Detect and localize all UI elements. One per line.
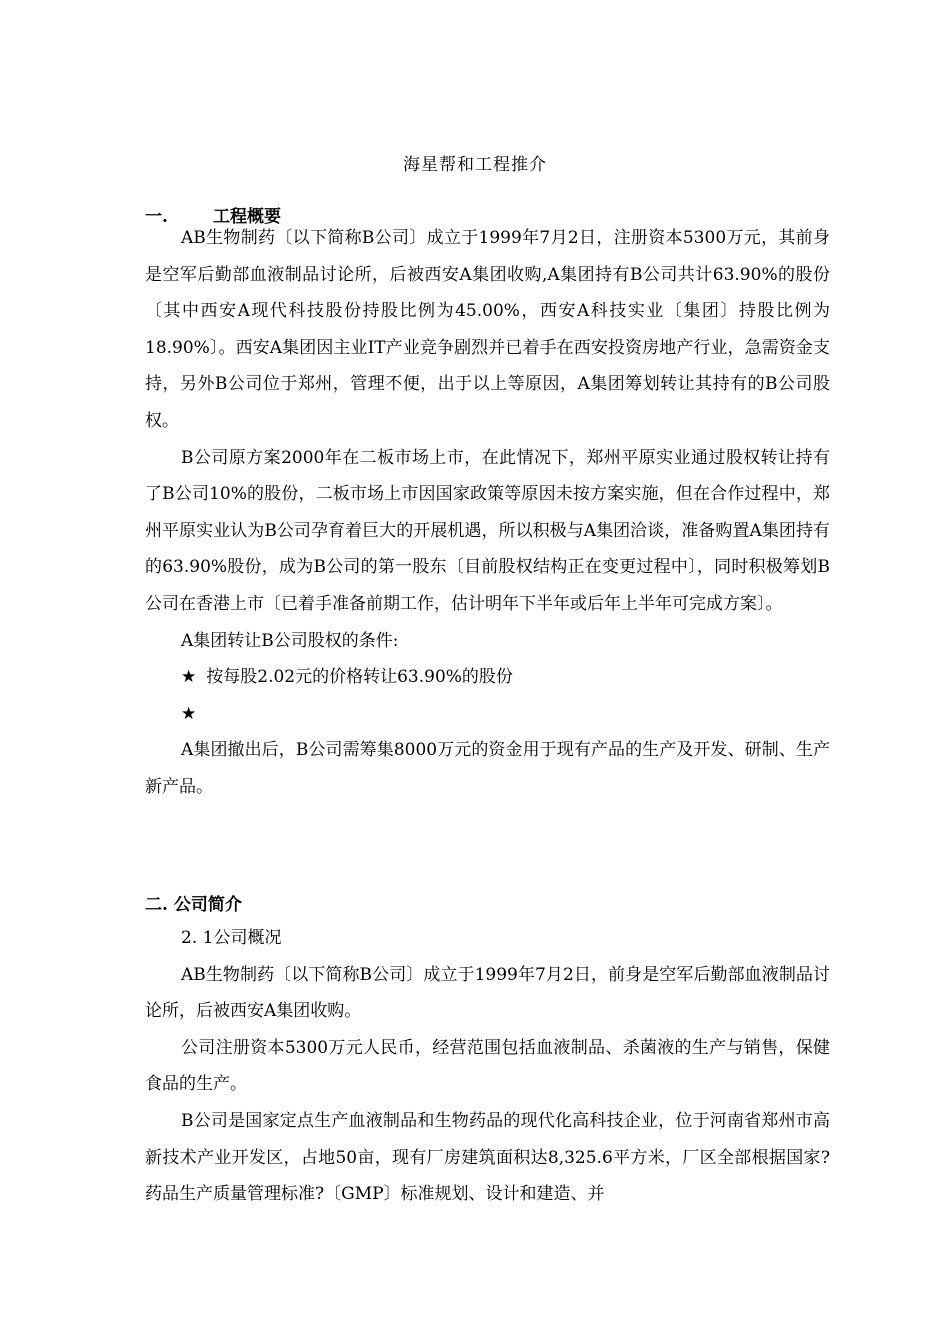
section-1-title: 工程概要 [213,207,281,227]
section-1-paragraph-4: A集团撤出后，B公司需筹集8000万元的资金用于现有产品的生产及开发、研制、生产新产品。 [145,740,830,797]
star-icon: ★ [181,703,197,724]
bullet-item-1-text: 按每股2.02元的价格转让63.90%的股份 [206,667,513,688]
section-2-paragraph-2: 公司注册资本5300万元人民币，经营范围包括血液制品、杀菌液的生产与销售，保健食品的生产。 [145,1037,830,1095]
section-2-body [145,920,830,1213]
section-1-paragraph-3: A集团转让B公司股权的条件: [181,630,399,651]
section-1-body [145,220,830,806]
section-1-number: 一. [145,207,168,227]
document-title: 海星帮和工程推介 [403,155,547,175]
section-2-subheading: 2. 1公司概况 [181,928,282,948]
section-2-paragraph-3: B公司是国家定点生产血液制品和生物药品的现代化高科技企业，位于河南省郑州市高新技术产业开发区，占地50亩，现有厂房建筑面积达8,325.6平方米，厂区全部根据国家?药品生产质量管理标准?〔GMP〕标准规划、设计和建造、并 [145,1110,830,1205]
bullet-item-2 [145,696,830,733]
section-1-paragraph-1: AB生物制药〔以下简称B公司〕成立于1999年7月2日，注册资本5300万元，其前身是空军后勤部血液制品讨论所，后被西安A集团收购,A集团持有B公司共计63.90%的股份〔其中西安A现代科技股份持股比例为45.00%，西安A科技实业〔集团〕持股比例为18.90%〕。西安A集团因主业IT产业竞争剧烈并已着手在西安投资房地产行业，急需资金支持，另外B公司位于郑州，管理不便，出于以上等原因，A集团筹划转让其持有的B公司股权。 [145,228,830,431]
section-1-paragraph-2: B公司原方案2000年在二板市场上市，在此情况下，郑州平原实业通过股权转让持有了B公司10%的股份，二板市场上市因国家政策等原因未按方案实施，但在合作过程中，郑州平原实业认为B公司孕育着巨大的开展机遇，所以积极与A集团洽谈，准备购置A集团持有的63.90%股份，成为B公司的第一股东〔目前股权结构正在变更过程中〕，同时积极筹划B公司在香港上市〔已着手准备前期工作，估计明年下半年或后年上半年可完成方案〕。 [145,447,830,614]
section-2-paragraph-1: AB生物制药〔以下简称B公司〕成立于1999年7月2日，前身是空军后勤部血液制品讨论所，后被西安A集团收购。 [145,964,830,1022]
bullet-item-1 [145,659,830,696]
star-icon: ★ [181,667,197,688]
section-2-heading: 二. 公司简介 [145,895,242,915]
